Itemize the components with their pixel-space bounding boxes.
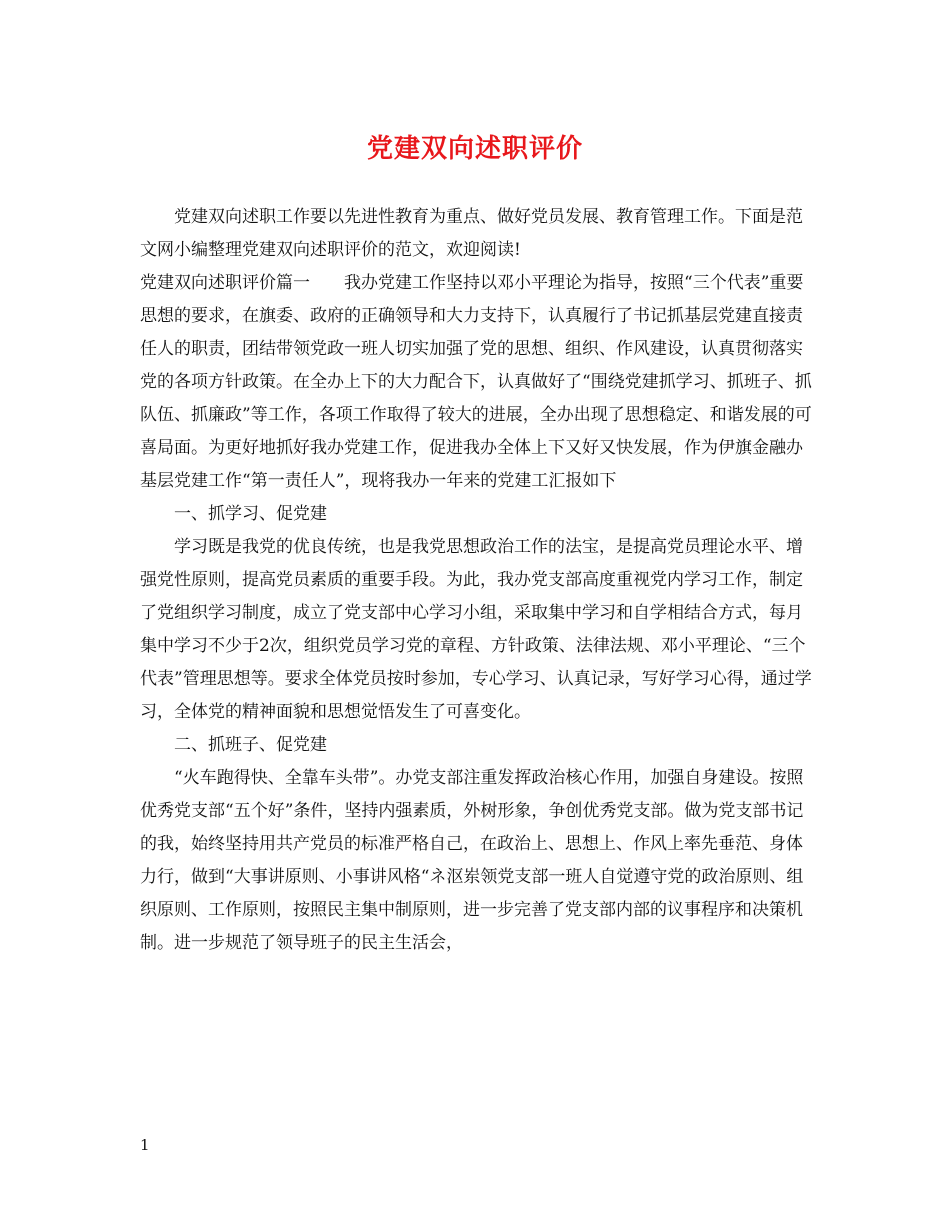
paragraph-section-one: 党建双向述职评价篇一 我办党建工作坚持以邓小平理论为指导，按照“三个代表”重要思想的要求，在旗委、政府的正确领导和大力支持下，认真履行了书记抓基层党建直接责任人的职责，团结带领党政一班人切实加强了党的思想、组织、作风建设，认真贯彻落实党的各项方针政策。在全办上下的大力配合下，认真做好了“围绕党建抓学习、抓班子、抓队伍、抓廉政”等工作，各项工作取得了较大的进展，全办出现了思想稳定、和谐发展的可喜局面。为更好地抓好我办党建工作，促进我办全体上下又好又快发展，作为伊旗金融办基层党建工作“第一责任人”，现将我办一年来的党建工汇报如下: [140, 273, 812, 491]
heading-study: 一、抓学习、促党建: [174, 504, 327, 524]
document-title: 党建双向述职评价: [366, 134, 583, 164]
document-body: [140, 201, 812, 960]
paragraph-study: 学习既是我党的优良传统，也是我党思想政治工作的法宝，是提高党员理论水平、增强党性原则，提高党员素质的重要手段。为此，我办党支部高度重视党内学习工作，制定了党组织学习制度，成立了党支部中心学习小组，采取集中学习和自学相结合方式，每月集中学习不少于2次，组织党员学习党的章程、方针政策、法律法规、邓小平理论、“三个代表”管理思想等。要求全体党员按时参加，专心学习、认真记录，写好学习心得，通过学习，全体党的精神面貌和思想觉悟发生了可喜变化。: [140, 537, 812, 722]
page-number: 1: [140, 1136, 150, 1154]
paragraph-leadership: “火车跑得快、全靠车头带”。办党支部注重发挥政治核心作用，加强自身建设。按照优秀党支部“五个好”条件，坚持内强素质，外树形象，争创优秀党支部。做为党支部书记的我，始终坚持用共产党员的标准严格自己，在政治上、思想上、作风上率先垂范、身体力行，做到“大事讲原则、小事讲风格“ネ沤岽领党支部一班人自觉遵守党的政治原则、组织原则、工作原则，按照民主集中制原则，进一步完善了党支部内部的议事程序和决策机制。进一步规范了领导班子的民主生活会，: [140, 768, 804, 953]
heading-leadership: 二、抓班子、促党建: [174, 735, 327, 755]
paragraph-intro: 党建双向述职工作要以先进性教育为重点、做好党员发展、教育管理工作。下面是范文网小编整理党建双向述职评价的范文，欢迎阅读!: [140, 207, 803, 260]
